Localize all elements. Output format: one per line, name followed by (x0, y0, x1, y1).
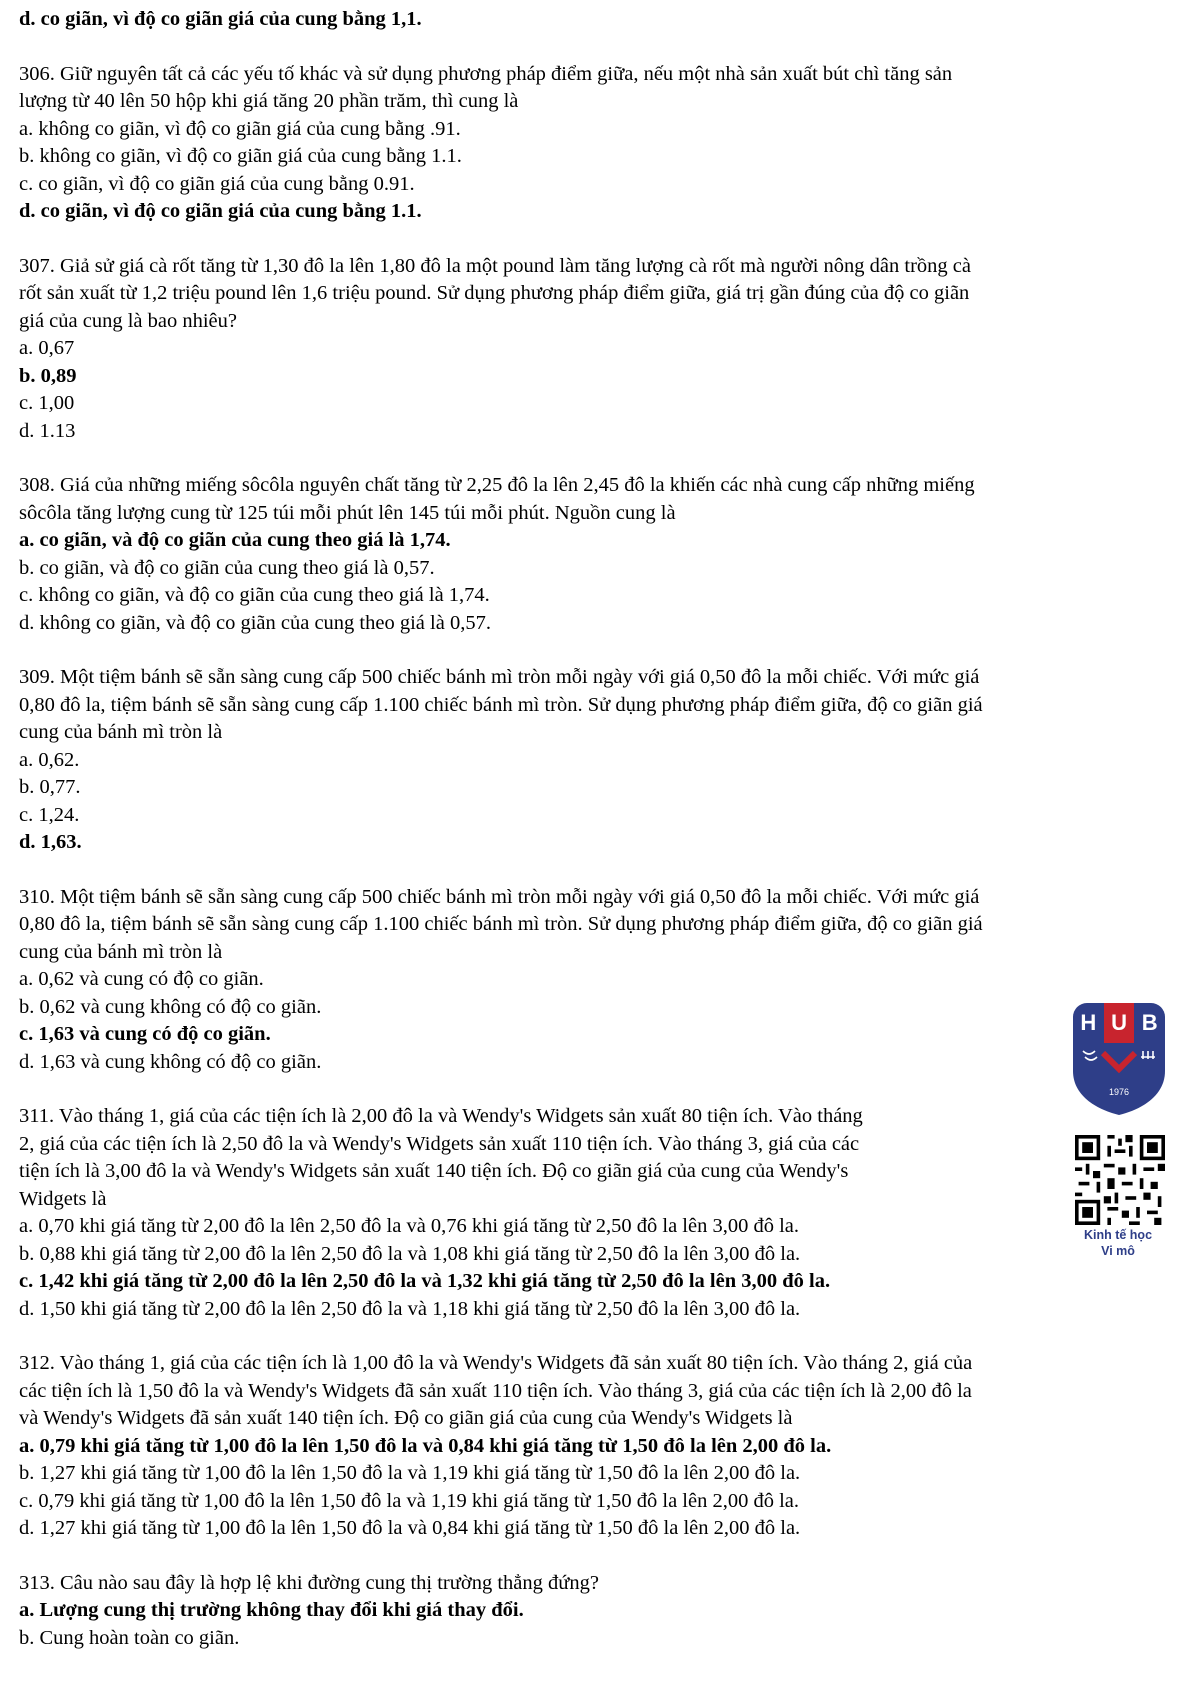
text-line: rốt sản xuất từ 1,2 triệu pound lên 1,6 triệu pound. Sử dụng phương pháp điểm giữa, giá trị gần đúng của độ co giãn (19, 282, 970, 304)
text-line: c. không co giãn, và độ co giãn của cung theo giá là 1,74. (19, 584, 490, 606)
shield-emblem-icon (1073, 1043, 1165, 1115)
text-line: c. co giãn, vì độ co giãn giá của cung bằng 0.91. (19, 172, 415, 195)
text-line: b. Cung hoàn toàn co giãn. (19, 1626, 240, 1649)
text-line: 306. Giữ nguyên tất cả các yếu tố khác và sử dụng phương pháp điểm giữa, nếu một nhà sản xuất bút chì tăng sản (19, 62, 953, 85)
text-line: cung của bánh mì tròn là (19, 940, 223, 963)
text-line: 307. Giả sử giá cà rốt tăng từ 1,30 đô la lên 1,80 đô la một pound làm tăng lượng cà rốt mà người nông dân trồng cà (19, 254, 971, 277)
paragraph-gap (19, 34, 1174, 61)
paragraph-gap (19, 1543, 1174, 1570)
text-line: c. 1,00 (19, 392, 75, 414)
text-line: 2, giá của các tiện ích là 2,50 đô la và Wendy's Widgets sản xuất 110 tiện ích. Vào tháng 3, giá của các (19, 1132, 860, 1155)
text-line: 308. Giá của những miếng sôcôla nguyên chất tăng từ 2,25 đô la lên 2,45 đô la khiến các nhà cung cấp những miếng (19, 474, 975, 496)
qr-code-icon (1075, 1135, 1165, 1225)
paragraph-gap (19, 226, 1174, 253)
text-line: Widgets là (19, 1187, 107, 1210)
logo-letter-h: H (1073, 1003, 1104, 1043)
text-line: lượng từ 40 lên 50 hộp khi giá tăng 20 phần trăm, thì cung là (19, 90, 519, 112)
logo-caption-title: Kinh tế học (1083, 1228, 1153, 1242)
text-line: 0,80 đô la, tiệm bánh sẽ sẵn sàng cung cấp 1.100 chiếc bánh mì tròn. Sử dụng phương pháp điểm giữa, độ co giãn giá (19, 913, 983, 935)
text-line: a. 0,67 (19, 337, 75, 359)
text-line: d. 1.13 (19, 419, 76, 442)
answer-line-correct: b. 0,89 (19, 364, 77, 387)
text-line: d. 1,63 và cung không có độ co giãn. (19, 1050, 322, 1073)
answer-line-correct: a. 0,79 khi giá tăng từ 1,00 đô la lên 1,50 đô la và 0,84 khi giá tăng từ 1,50 đô la lên 2,00 đô la. (19, 1434, 832, 1457)
paragraph-gap (19, 1323, 1174, 1350)
text-line: và Wendy's Widgets đã sản xuất 140 tiện ích. Độ co giãn giá của cung của Wendy's Widgets là (19, 1407, 793, 1429)
logo-letter-b: B (1134, 1003, 1165, 1043)
text-line: giá của cung là bao nhiêu? (19, 309, 238, 332)
text-line: 313. Câu nào sau đây là hợp lệ khi đường cung thị trường thẳng đứng? (19, 1571, 599, 1594)
text-line: c. 0,79 khi giá tăng từ 1,00 đô la lên 1,50 đô la và 1,19 khi giá tăng từ 1,50 đô la lên 2,00 đô la. (19, 1489, 800, 1512)
logo-year: 1976 (1108, 1087, 1130, 1097)
text-line: 312. Vào tháng 1, giá của các tiện ích là 1,00 đô la và Wendy's Widgets đã sản xuất 80 tiện ích. Vào tháng 2, giá của (19, 1352, 973, 1374)
logo-letter-u: U (1104, 1003, 1135, 1043)
text-line: các tiện ích là 1,50 đô la và Wendy's Widgets đã sản xuất 110 tiện ích. Vào tháng 3, giá của các tiện ích là 2,00 đô la (19, 1379, 972, 1402)
text-line: d. không co giãn, và độ co giãn của cung theo giá là 0,57. (19, 611, 491, 634)
text-line: b. không co giãn, vì độ co giãn giá của cung bằng 1.1. (19, 145, 462, 167)
document-page (19, 6, 1174, 1652)
text-line: 311. Vào tháng 1, giá của các tiện ích là 2,00 đô la và Wendy's Widgets sản xuất 80 tiện ích. Vào tháng (19, 1105, 863, 1127)
text-line: b. co giãn, và độ co giãn của cung theo giá là 0,57. (19, 556, 435, 579)
answer-line-correct: c. 1,42 khi giá tăng từ 2,00 đô la lên 2,50 đô la và 1,32 khi giá tăng từ 2,50 đô la lên 3,00 đô la. (19, 1270, 831, 1292)
text-line: c. 1,24. (19, 803, 80, 826)
text-line: d. 1,50 khi giá tăng từ 2,00 đô la lên 2,50 đô la và 1,18 khi giá tăng từ 2,50 đô la lên 3,00 đô la. (19, 1297, 801, 1320)
text-line: a. không co giãn, vì độ co giãn giá của cung bằng .91. (19, 117, 461, 140)
answer-line-correct: d. co giãn, vì độ co giãn giá của cung bằng 1.1. (19, 200, 422, 222)
text-line: sôcôla tăng lượng cung từ 125 túi mỗi phút lên 145 túi mỗi phút. Nguồn cung là (19, 501, 676, 524)
hub-logo (1073, 1003, 1165, 1113)
answer-line-correct: d. co giãn, vì độ co giãn giá của cung bằng 1,1. (19, 8, 422, 30)
text-line: b. 1,27 khi giá tăng từ 1,00 đô la lên 1,50 đô la và 1,19 khi giá tăng từ 1,50 đô la lên 2,00 đô la. (19, 1462, 801, 1484)
answer-line-correct: a. Lượng cung thị trường không thay đổi khi giá thay đổi. (19, 1599, 524, 1621)
paragraph-gap (19, 1076, 1174, 1103)
answer-line-correct: a. co giãn, và độ co giãn của cung theo giá là 1,74. (19, 529, 451, 551)
text-line: tiện ích là 3,00 đô la và Wendy's Widgets sản xuất 140 tiện ích. Độ co giãn giá của cung của Wendy's (19, 1160, 849, 1182)
paragraph-gap (19, 445, 1174, 472)
text-line: 310. Một tiệm bánh sẽ sẵn sàng cung cấp 500 chiếc bánh mì tròn mỗi ngày với giá 0,50 đô la mỗi chiếc. Với mức giá (19, 885, 980, 908)
answer-line-correct: d. 1,63. (19, 831, 82, 853)
paragraph-gap (19, 637, 1174, 664)
text-line: d. 1,27 khi giá tăng từ 1,00 đô la lên 1,50 đô la và 0,84 khi giá tăng từ 1,50 đô la lên 2,00 đô la. (19, 1517, 801, 1539)
text-line: b. 0,88 khi giá tăng từ 2,00 đô la lên 2,50 đô la và 1,08 khi giá tăng từ 2,50 đô la lên 3,00 đô la. (19, 1242, 801, 1265)
text-line: 309. Một tiệm bánh sẽ sẵn sàng cung cấp 500 chiếc bánh mì tròn mỗi ngày với giá 0,50 đô la mỗi chiếc. Với mức giá (19, 666, 980, 688)
text-line: b. 0,62 và cung không có độ co giãn. (19, 995, 322, 1018)
answer-line-correct: c. 1,63 và cung có độ co giãn. (19, 1023, 271, 1045)
text-line: cung của bánh mì tròn là (19, 721, 223, 743)
logo-caption-subtitle: Vi mô (1101, 1244, 1135, 1258)
paragraph-gap (19, 857, 1174, 884)
text-line: a. 0,62 và cung có độ co giãn. (19, 968, 264, 990)
text-line: b. 0,77. (19, 776, 81, 798)
text-line: a. 0,70 khi giá tăng từ 2,00 đô la lên 2,50 đô la và 0,76 khi giá tăng từ 2,50 đô la lên 3,00 đô la. (19, 1215, 800, 1237)
text-line: 0,80 đô la, tiệm bánh sẽ sẵn sàng cung cấp 1.100 chiếc bánh mì tròn. Sử dụng phương pháp điểm giữa, độ co giãn giá (19, 693, 983, 716)
text-line: a. 0,62. (19, 748, 80, 771)
